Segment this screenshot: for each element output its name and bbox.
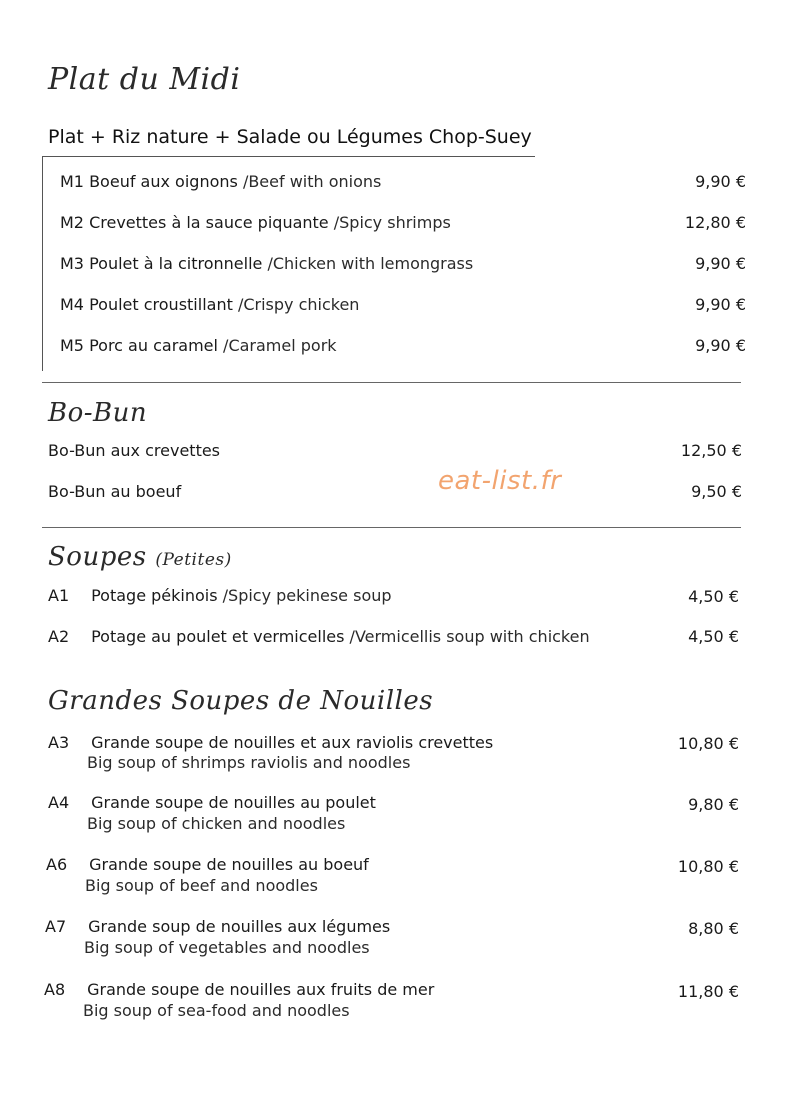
menu-item-a6: [46, 855, 369, 874]
item-price: 4,50 €: [688, 587, 739, 606]
item-name-en: /Spicy pekinese soup: [222, 586, 392, 605]
item-name-en: /Chicken with lemongrass: [267, 254, 474, 273]
section-title-plat-du-midi: Plat du Midi: [48, 62, 241, 97]
item-code: A7: [45, 917, 67, 936]
item-name: Bo-Bun au boeuf: [48, 482, 182, 501]
watermark: eat-list.fr: [438, 466, 562, 496]
menu-item-bobun-crevettes: [48, 441, 220, 460]
item-name-fr: Crevettes à la sauce piquante: [89, 213, 329, 232]
item-code: A2: [48, 627, 70, 646]
item-price: 9,90 €: [695, 172, 746, 191]
item-name-fr: Grande soupe de nouilles et aux raviolis crevettes: [91, 733, 494, 752]
item-price: 8,80 €: [688, 919, 739, 938]
item-name-fr: Poulet croustillant: [89, 295, 233, 314]
item-price: 12,50 €: [680, 441, 742, 460]
menu-item-m3: [60, 254, 473, 273]
menu-item-m5: [60, 336, 337, 355]
item-code: A3: [48, 733, 70, 752]
item-price: 11,80 €: [677, 982, 739, 1001]
item-code: M2: [60, 213, 84, 232]
item-name-en: Big soup of vegetables and noodles: [84, 938, 370, 957]
menu-item-a8: [44, 980, 434, 999]
item-name-en: Big soup of sea-food and noodles: [83, 1001, 350, 1020]
section-title-soupes: [48, 542, 232, 572]
item-name-en: Big soup of shrimps raviolis and noodles: [87, 753, 411, 772]
item-name-fr: Potage au poulet et vermicelles: [91, 627, 345, 646]
section-title-grandes-soupes: Grandes Soupes de Nouilles: [48, 686, 434, 716]
item-name-en: Big soup of chicken and noodles: [87, 814, 346, 833]
item-price: 4,50 €: [688, 627, 739, 646]
item-name-fr: Potage pékinois: [91, 586, 218, 605]
section-title-bo-bun: Bo-Bun: [48, 398, 148, 428]
item-name-fr: Grande soupe de nouilles aux fruits de mer: [87, 980, 435, 999]
item-code: M4: [60, 295, 84, 314]
item-name-en: /Caramel pork: [223, 336, 337, 355]
item-price: 9,90 €: [695, 336, 746, 355]
item-name-en: /Crispy chicken: [237, 295, 360, 314]
soupes-title: Soupes: [48, 542, 147, 572]
item-price: 9,80 €: [688, 795, 739, 814]
item-name-fr: Poulet à la citronnelle: [89, 254, 263, 273]
menu-item-a7: [45, 917, 390, 936]
menu-item-a1: [48, 586, 392, 605]
item-name-fr: Boeuf aux oignons: [89, 172, 238, 191]
item-name-en: /Beef with onions: [242, 172, 382, 191]
section-divider: [42, 527, 741, 528]
item-name-en: /Vermicellis soup with chicken: [349, 627, 590, 646]
item-price: 10,80 €: [677, 734, 739, 753]
item-code: A8: [44, 980, 66, 999]
item-price: 9,50 €: [691, 482, 742, 501]
item-name-en: Big soup of beef and noodles: [85, 876, 318, 895]
section-divider: [42, 382, 741, 383]
menu-item-m1: [60, 172, 381, 191]
item-code: A6: [46, 855, 68, 874]
item-code: A1: [48, 586, 70, 605]
item-code: A4: [48, 793, 70, 812]
menu-item-bobun-boeuf: [48, 482, 181, 501]
menu-item-a4: [48, 793, 376, 812]
item-name: Bo-Bun aux crevettes: [48, 441, 221, 460]
item-name-en: /Spicy shrimps: [333, 213, 451, 232]
menu-item-m2: [60, 213, 451, 232]
section-subtitle: Plat + Riz nature + Salade ou Légumes Chop-Suey: [48, 126, 532, 148]
item-code: M5: [60, 336, 84, 355]
item-name-fr: Grande soup de nouilles aux légumes: [88, 917, 391, 936]
item-name-fr: Porc au caramel: [89, 336, 218, 355]
item-price: 9,90 €: [695, 295, 746, 314]
menu-item-a2: [48, 627, 590, 646]
item-price: 9,90 €: [695, 254, 746, 273]
item-price: 10,80 €: [677, 857, 739, 876]
menu-item-m4: [60, 295, 359, 314]
item-name-fr: Grande soupe de nouilles au boeuf: [89, 855, 369, 874]
item-price: 12,80 €: [684, 213, 746, 232]
item-name-fr: Grande soupe de nouilles au poulet: [91, 793, 376, 812]
item-code: M1: [60, 172, 84, 191]
menu-item-a3: [48, 733, 493, 752]
item-code: M3: [60, 254, 84, 273]
soupes-title-small: (Petites): [155, 550, 232, 570]
